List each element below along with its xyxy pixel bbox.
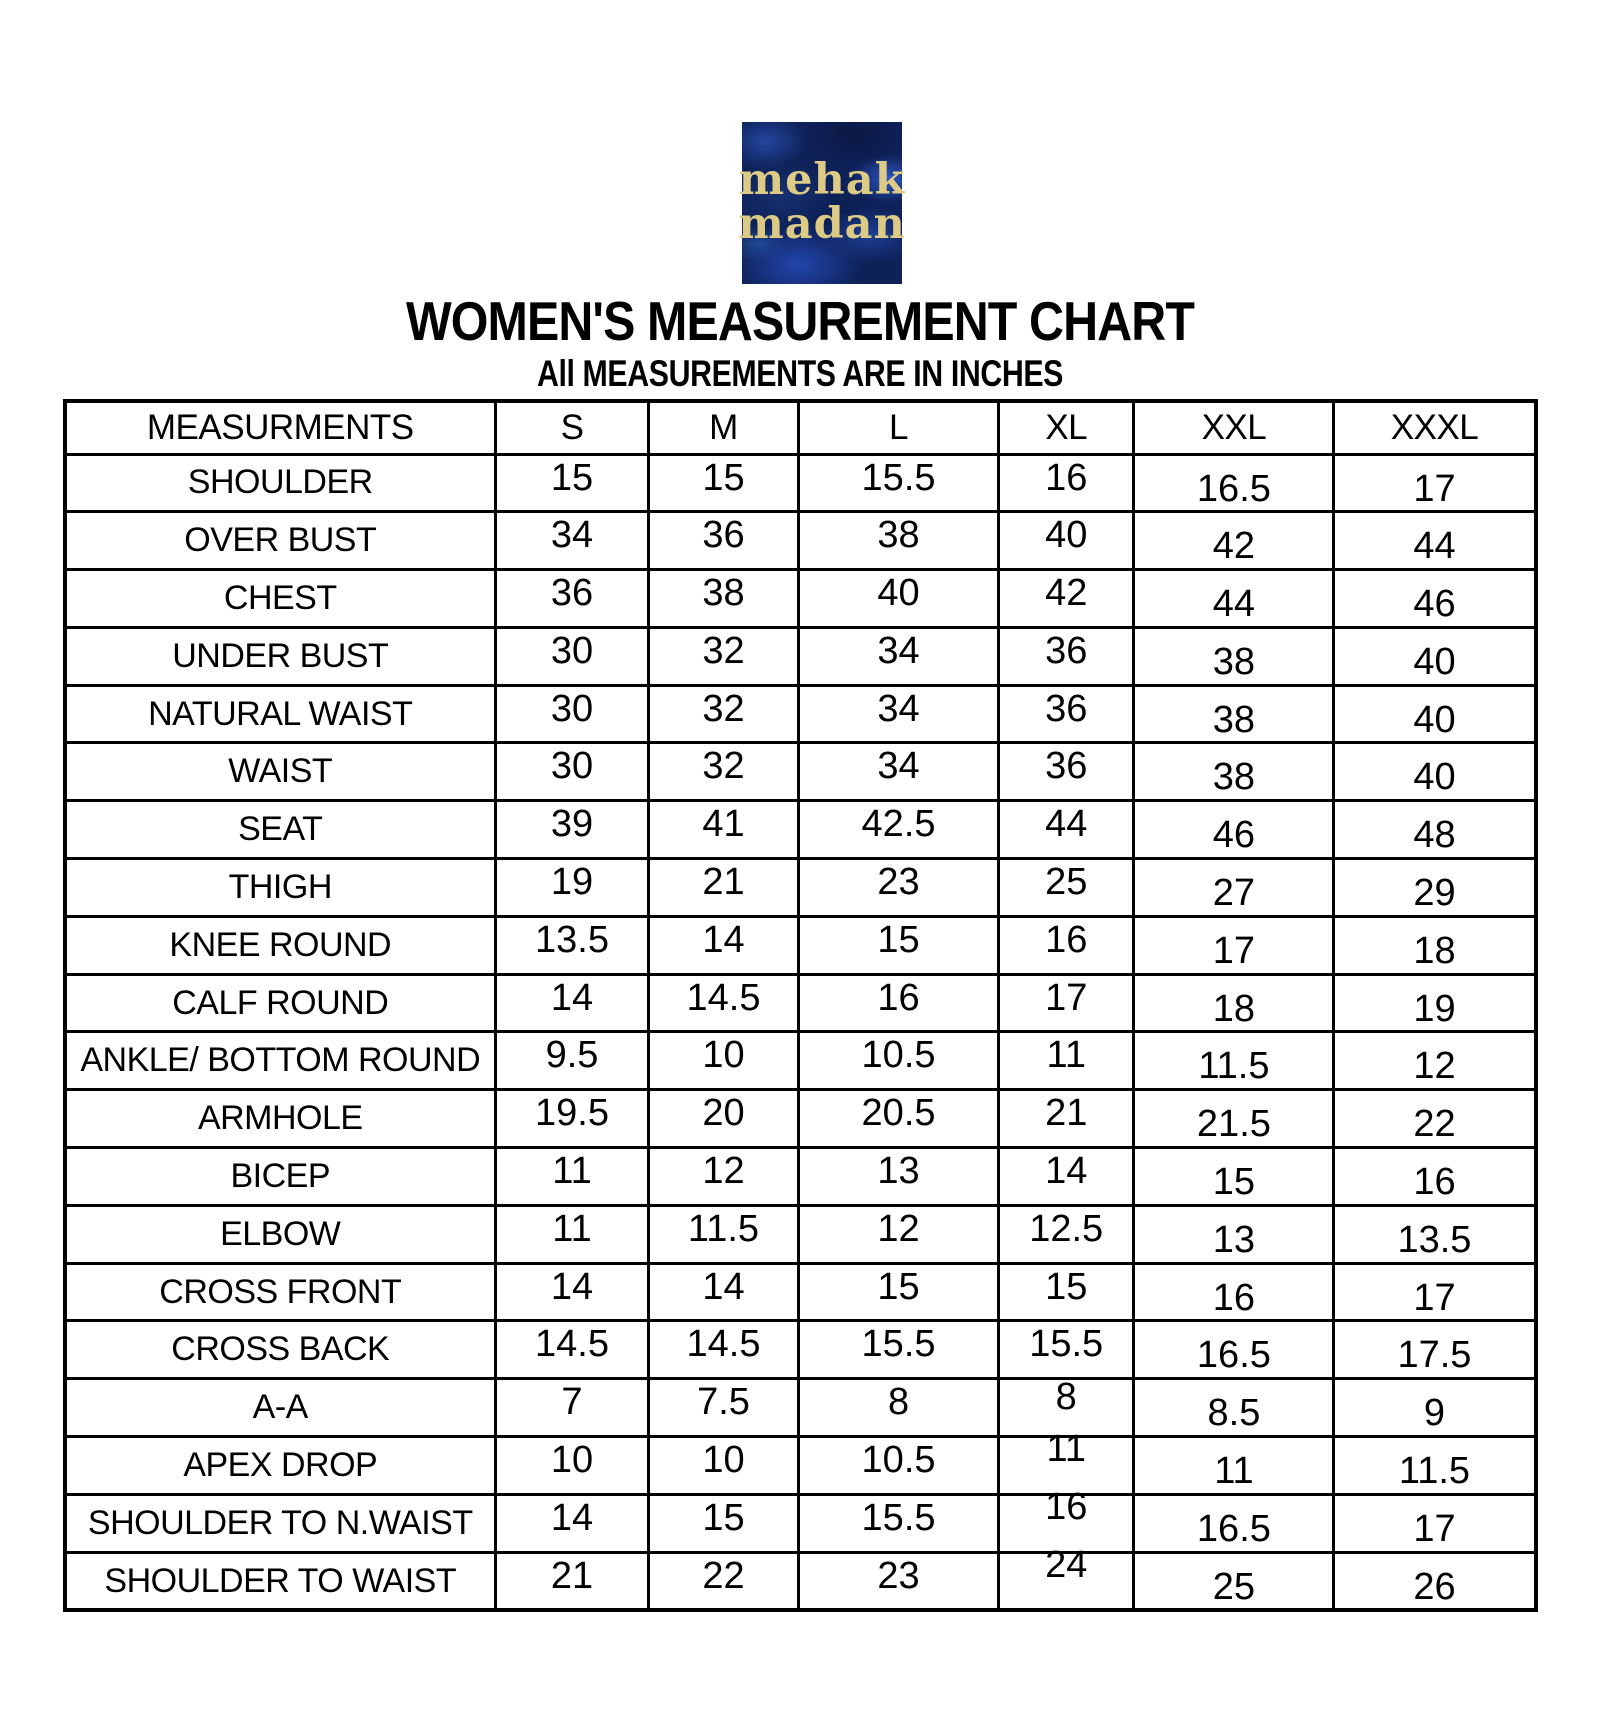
- cell-value: [496, 1321, 649, 1379]
- cell-value-text: 19: [1413, 987, 1456, 1030]
- cell-value: [799, 1379, 999, 1437]
- row-label: ANKLE/ BOTTOM ROUND: [65, 1032, 496, 1090]
- cell-value-text: 9.5: [545, 1034, 599, 1077]
- cell-value: [1134, 974, 1334, 1032]
- cell-value: [648, 1148, 798, 1206]
- cell-value-text: 44: [1413, 525, 1456, 568]
- row-label: OVER BUST: [65, 512, 496, 570]
- cell-value: [999, 570, 1134, 628]
- cell-value-text: 48: [1413, 814, 1456, 857]
- cell-value: [496, 1032, 649, 1090]
- cell-value: [648, 1090, 798, 1148]
- cell-value: [1334, 916, 1536, 974]
- cell-value: [496, 570, 649, 628]
- cell-value-text: 34: [877, 629, 920, 672]
- cell-value: [496, 512, 649, 570]
- cell-value: [999, 1321, 1134, 1379]
- cell-value: [496, 743, 649, 801]
- cell-value-text: 46: [1212, 814, 1256, 857]
- cell-value: [1134, 454, 1334, 512]
- table-row: [65, 1090, 1536, 1148]
- row-label: WAIST: [65, 743, 496, 801]
- brand-logo: [738, 122, 906, 284]
- cell-value-text: 34: [877, 687, 920, 730]
- cell-value: [999, 801, 1134, 859]
- cell-value-text: 44: [1212, 583, 1256, 626]
- measurement-chart-page: [0, 122, 1600, 1612]
- column-header-l: L: [799, 401, 999, 454]
- cell-value-text: 32: [702, 687, 745, 730]
- cell-value: [1334, 1437, 1536, 1495]
- cell-value: [648, 916, 798, 974]
- measurement-table: [63, 399, 1538, 1612]
- row-label: CHEST: [65, 570, 496, 628]
- cell-value: [648, 570, 798, 628]
- cell-value: [1334, 570, 1536, 628]
- cell-value-text: 39: [550, 803, 594, 846]
- cell-value-text: 11: [552, 1150, 592, 1193]
- cell-value: [648, 1494, 798, 1552]
- cell-value: [648, 859, 798, 917]
- cell-value: [1334, 1321, 1536, 1379]
- cell-value: [999, 1263, 1134, 1321]
- cell-value: [999, 454, 1134, 512]
- cell-value: [1134, 859, 1334, 917]
- column-header-xxl: XXL: [1134, 401, 1334, 454]
- row-label: SEAT: [65, 801, 496, 859]
- cell-value: [648, 1321, 798, 1379]
- cell-value-text: 15: [1212, 1161, 1256, 1204]
- cell-value: [799, 512, 999, 570]
- cell-value: [799, 1494, 999, 1552]
- cell-value: [1334, 801, 1536, 859]
- cell-value: [799, 859, 999, 917]
- cell-value: [1334, 1379, 1536, 1437]
- cell-value-text: 16: [1045, 918, 1088, 961]
- cell-value-text: 40: [1413, 640, 1456, 683]
- cell-value-text: 42.5: [861, 803, 936, 846]
- cell-value-text: 13: [877, 1150, 920, 1193]
- table-row: [65, 1552, 1536, 1610]
- table-row: [65, 916, 1536, 974]
- row-label: KNEE ROUND: [65, 916, 496, 974]
- cell-value-text: 15.5: [861, 456, 936, 499]
- cell-value: [1134, 1263, 1334, 1321]
- cell-value-text: 11.5: [687, 1207, 760, 1250]
- brand-name-line1: mehak: [738, 155, 906, 206]
- cell-value: [799, 1205, 999, 1263]
- cell-value-text: 20: [702, 1092, 745, 1135]
- cell-value-text: 36: [550, 572, 594, 615]
- cell-value-text: 30: [550, 745, 594, 788]
- cell-value: [1134, 685, 1334, 743]
- cell-value: [1134, 801, 1334, 859]
- cell-value-text: 40: [1045, 514, 1088, 557]
- cell-value: [999, 1032, 1134, 1090]
- cell-value: [648, 801, 798, 859]
- cell-value-text: 25: [1212, 1565, 1256, 1608]
- cell-value-text: 7.5: [697, 1381, 750, 1424]
- cell-value-text: 42: [1212, 525, 1256, 568]
- cell-value: [799, 1263, 999, 1321]
- cell-value-text: 41: [702, 803, 745, 846]
- row-label: CROSS FRONT: [65, 1263, 496, 1321]
- cell-value: [648, 974, 798, 1032]
- cell-value: [1334, 685, 1536, 743]
- cell-value: [496, 627, 649, 685]
- cell-value-text: 36: [702, 514, 745, 557]
- cell-value-text: 14: [550, 976, 594, 1019]
- row-label: NATURAL WAIST: [65, 685, 496, 743]
- cell-value-text: 32: [702, 745, 745, 788]
- cell-value-text: 16: [1212, 1276, 1256, 1319]
- cell-value-text: 38: [1212, 756, 1256, 799]
- table-body: [65, 454, 1536, 1610]
- cell-value: [999, 1148, 1134, 1206]
- cell-value: [496, 801, 649, 859]
- cell-value: [1334, 1552, 1536, 1610]
- cell-value: [648, 1379, 798, 1437]
- brand-logo-text: [738, 155, 906, 249]
- cell-value-text: 44: [1045, 803, 1088, 846]
- cell-value: [1134, 627, 1334, 685]
- cell-value-text: 21: [550, 1554, 594, 1597]
- cell-value: [799, 974, 999, 1032]
- cell-value: [999, 859, 1134, 917]
- cell-value: [1134, 512, 1334, 570]
- cell-value: [1334, 1494, 1536, 1552]
- cell-value: [799, 454, 999, 512]
- cell-value: [496, 1205, 649, 1263]
- cell-value-text: 19: [550, 861, 594, 904]
- cell-value-text: 11: [552, 1207, 592, 1250]
- table-row: [65, 1148, 1536, 1206]
- cell-value-text: 42: [1045, 572, 1088, 615]
- cell-value: [1134, 1552, 1334, 1610]
- cell-value-text: 14: [1045, 1150, 1088, 1193]
- cell-value-text: 15: [702, 456, 745, 499]
- cell-value: [648, 1552, 798, 1610]
- cell-value-text: 10.5: [861, 1439, 936, 1482]
- cell-value: [1334, 1090, 1536, 1148]
- cell-value-text: 13.5: [535, 918, 609, 961]
- cell-value: [1334, 512, 1536, 570]
- cell-value-text: 17: [1045, 976, 1088, 1019]
- cell-value-text: 18: [1413, 929, 1456, 972]
- cell-value-text: 15: [877, 918, 920, 961]
- cell-value-text: 15: [877, 1265, 920, 1308]
- cell-value: [1134, 1437, 1334, 1495]
- header-row: [65, 401, 1536, 454]
- cell-value: [1334, 1263, 1536, 1321]
- cell-value-text: 15.5: [861, 1496, 936, 1539]
- cell-value: [799, 1148, 999, 1206]
- column-header-s: S: [496, 401, 649, 454]
- cell-value-text: 15: [702, 1496, 745, 1539]
- cell-value: [1134, 1494, 1334, 1552]
- cell-value-text: 20.5: [861, 1092, 936, 1135]
- table-row: [65, 1494, 1536, 1552]
- row-label: BICEP: [65, 1148, 496, 1206]
- cell-value-text: 25: [1045, 861, 1088, 904]
- cell-value-text: 32: [702, 629, 745, 672]
- cell-value-text: 34: [550, 514, 594, 557]
- row-label: SHOULDER TO N.WAIST: [65, 1494, 496, 1552]
- cell-value: [648, 743, 798, 801]
- cell-value: [999, 743, 1134, 801]
- cell-value-text: 15: [550, 456, 594, 499]
- cell-value: [648, 512, 798, 570]
- cell-value: [496, 859, 649, 917]
- cell-value-text: 46: [1413, 583, 1456, 626]
- cell-value-text: 22: [1413, 1103, 1456, 1146]
- cell-value-text: 16.5: [1196, 467, 1271, 510]
- cell-value-text: 22: [702, 1554, 745, 1597]
- cell-value: [799, 1321, 999, 1379]
- cell-value: [496, 974, 649, 1032]
- cell-value-text: 18: [1212, 987, 1256, 1030]
- cell-value-text: 14: [702, 918, 745, 961]
- row-label: CALF ROUND: [65, 974, 496, 1032]
- cell-value: [1334, 1205, 1536, 1263]
- cell-value-text: 9: [1423, 1392, 1446, 1435]
- cell-value: [999, 1543, 1134, 1610]
- cell-value-text: 17: [1413, 467, 1456, 510]
- cell-value: [496, 1263, 649, 1321]
- cell-value-text: 8: [1055, 1376, 1077, 1419]
- table-row: [65, 1321, 1536, 1379]
- cell-value: [1334, 743, 1536, 801]
- cell-value-text: 15.5: [1029, 1323, 1104, 1366]
- table-row: [65, 859, 1536, 917]
- cell-value: [1134, 1090, 1334, 1148]
- cell-value: [496, 1148, 649, 1206]
- cell-value-text: 10.5: [861, 1034, 936, 1077]
- cell-value-text: 38: [1212, 698, 1256, 741]
- cell-value: [799, 1437, 999, 1495]
- cell-value: [496, 1379, 649, 1437]
- cell-value: [999, 1205, 1134, 1263]
- table-row: [65, 1437, 1536, 1495]
- cell-value-text: 13: [1212, 1218, 1256, 1261]
- cell-value: [799, 743, 999, 801]
- cell-value: [648, 454, 798, 512]
- cell-value-text: 16: [1045, 1485, 1088, 1528]
- cell-value-text: 8: [887, 1381, 910, 1424]
- cell-value: [1334, 974, 1536, 1032]
- cell-value-text: 16: [877, 976, 920, 1019]
- cell-value: [999, 627, 1134, 685]
- cell-value: [648, 1205, 798, 1263]
- cell-value-text: 11: [1046, 1428, 1086, 1471]
- cell-value-text: 16: [1045, 456, 1088, 499]
- table-row: [65, 1032, 1536, 1090]
- cell-value: [1334, 627, 1536, 685]
- cell-value: [799, 1552, 999, 1610]
- cell-value-text: 23: [877, 861, 920, 904]
- cell-value-text: 17: [1413, 1507, 1456, 1550]
- column-header-xxxl: XXXL: [1334, 401, 1536, 454]
- cell-value-text: 14.5: [535, 1323, 609, 1366]
- cell-value-text: 21: [702, 861, 745, 904]
- units-note: All MEASUREMENTS ARE IN INCHES: [536, 353, 1064, 394]
- cell-value-text: 26: [1413, 1565, 1456, 1608]
- cell-value: [799, 1032, 999, 1090]
- table-row: [65, 801, 1536, 859]
- cell-value: [648, 1032, 798, 1090]
- cell-value-text: 40: [1413, 698, 1456, 741]
- cell-value: [1134, 743, 1334, 801]
- cell-value: [648, 1437, 798, 1495]
- cell-value: [1134, 1205, 1334, 1263]
- cell-value-text: 17: [1413, 1276, 1456, 1319]
- table-row: [65, 627, 1536, 685]
- cell-value: [648, 685, 798, 743]
- table-row: [65, 974, 1536, 1032]
- cell-value-text: 34: [877, 745, 920, 788]
- cell-value-text: 14: [702, 1265, 745, 1308]
- cell-value-text: 36: [1045, 687, 1088, 730]
- table-row: [65, 1205, 1536, 1263]
- cell-value-text: 36: [1045, 629, 1088, 672]
- cell-value: [496, 1437, 649, 1495]
- row-label: SHOULDER TO WAIST: [65, 1552, 496, 1610]
- cell-value-text: 13.5: [1397, 1218, 1472, 1261]
- cell-value: [496, 1494, 649, 1552]
- row-label: ARMHOLE: [65, 1090, 496, 1148]
- cell-value: [1334, 1148, 1536, 1206]
- cell-value: [1134, 1148, 1334, 1206]
- cell-value: [496, 454, 649, 512]
- cell-value: [648, 627, 798, 685]
- cell-value-text: 30: [550, 629, 594, 672]
- cell-value-text: 14: [550, 1496, 594, 1539]
- cell-value-text: 16.5: [1196, 1507, 1271, 1550]
- row-label: CROSS BACK: [65, 1321, 496, 1379]
- table-row: [65, 1379, 1536, 1437]
- cell-value-text: 23: [877, 1554, 920, 1597]
- cell-value: [496, 1552, 649, 1610]
- cell-value-text: 38: [877, 514, 920, 557]
- row-label: A-A: [65, 1379, 496, 1437]
- column-header-xl: XL: [999, 401, 1134, 454]
- cell-value-text: 12: [1413, 1045, 1456, 1088]
- column-header-measurments: MEASURMENTS: [65, 401, 496, 454]
- cell-value-text: 8.5: [1207, 1392, 1261, 1435]
- cell-value: [1134, 1321, 1334, 1379]
- row-label: THIGH: [65, 859, 496, 917]
- cell-value: [1334, 1032, 1536, 1090]
- cell-value: [1334, 454, 1536, 512]
- cell-value-text: 10: [702, 1439, 745, 1482]
- cell-value-text: 11.5: [1198, 1045, 1270, 1088]
- row-label: SHOULDER: [65, 454, 496, 512]
- cell-value-text: 14.5: [686, 1323, 761, 1366]
- cell-value-text: 36: [1045, 745, 1088, 788]
- table-row: [65, 1263, 1536, 1321]
- cell-value: [496, 916, 649, 974]
- cell-value: [496, 685, 649, 743]
- cell-value: [999, 512, 1134, 570]
- cell-value-text: 38: [702, 572, 745, 615]
- cell-value: [648, 1263, 798, 1321]
- cell-value-text: 16.5: [1196, 1334, 1271, 1377]
- cell-value-text: 7: [561, 1381, 583, 1424]
- cell-value-text: 16: [1413, 1161, 1456, 1204]
- cell-value-text: 14.5: [686, 976, 761, 1019]
- cell-value-text: 21.5: [1196, 1103, 1271, 1146]
- row-label: UNDER BUST: [65, 627, 496, 685]
- cell-value-text: 40: [1413, 756, 1456, 799]
- cell-value-text: 11.5: [1398, 1450, 1471, 1493]
- cell-value-text: 10: [702, 1034, 745, 1077]
- cell-value-text: 29: [1413, 872, 1456, 915]
- cell-value-text: 14: [550, 1265, 594, 1308]
- cell-value: [799, 1090, 999, 1148]
- cell-value-text: 30: [550, 687, 594, 730]
- cell-value: [799, 916, 999, 974]
- column-header-m: M: [648, 401, 798, 454]
- cell-value: [1134, 916, 1334, 974]
- table-row: [65, 512, 1536, 570]
- cell-value: [1134, 570, 1334, 628]
- cell-value-text: 21: [1045, 1092, 1088, 1135]
- cell-value: [799, 685, 999, 743]
- cell-value: [496, 1090, 649, 1148]
- cell-value-text: 15: [1045, 1265, 1088, 1308]
- cell-value: [1134, 1379, 1334, 1437]
- table-row: [65, 743, 1536, 801]
- table-row: [65, 685, 1536, 743]
- cell-value-text: 24: [1045, 1543, 1088, 1586]
- cell-value: [799, 570, 999, 628]
- cell-value-text: 19.5: [535, 1092, 609, 1135]
- cell-value-text: 12: [702, 1150, 745, 1193]
- cell-value: [799, 801, 999, 859]
- cell-value-text: 17.5: [1397, 1334, 1472, 1377]
- cell-value-text: 27: [1212, 872, 1256, 915]
- cell-value: [999, 685, 1134, 743]
- cell-value-text: 11: [1046, 1034, 1086, 1077]
- row-label: APEX DROP: [65, 1437, 496, 1495]
- page-title: WOMEN'S MEASUREMENT CHART: [405, 290, 1195, 352]
- cell-value: [1334, 859, 1536, 917]
- row-label: ELBOW: [65, 1205, 496, 1263]
- cell-value: [999, 1090, 1134, 1148]
- cell-value-text: 11: [1214, 1450, 1254, 1493]
- cell-value-text: 15.5: [861, 1323, 936, 1366]
- cell-value-text: 12: [877, 1207, 920, 1250]
- cell-value: [1134, 1032, 1334, 1090]
- cell-value-text: 40: [877, 572, 920, 615]
- cell-value-text: 17: [1212, 929, 1256, 972]
- brand-name-line2: madan: [738, 199, 906, 249]
- cell-value: [999, 974, 1134, 1032]
- cell-value-text: 12.5: [1029, 1207, 1104, 1250]
- table-row: [65, 570, 1536, 628]
- cell-value-text: 10: [550, 1439, 594, 1482]
- cell-value-text: 38: [1212, 640, 1256, 683]
- table-row: [65, 454, 1536, 512]
- cell-value: [799, 627, 999, 685]
- cell-value: [999, 916, 1134, 974]
